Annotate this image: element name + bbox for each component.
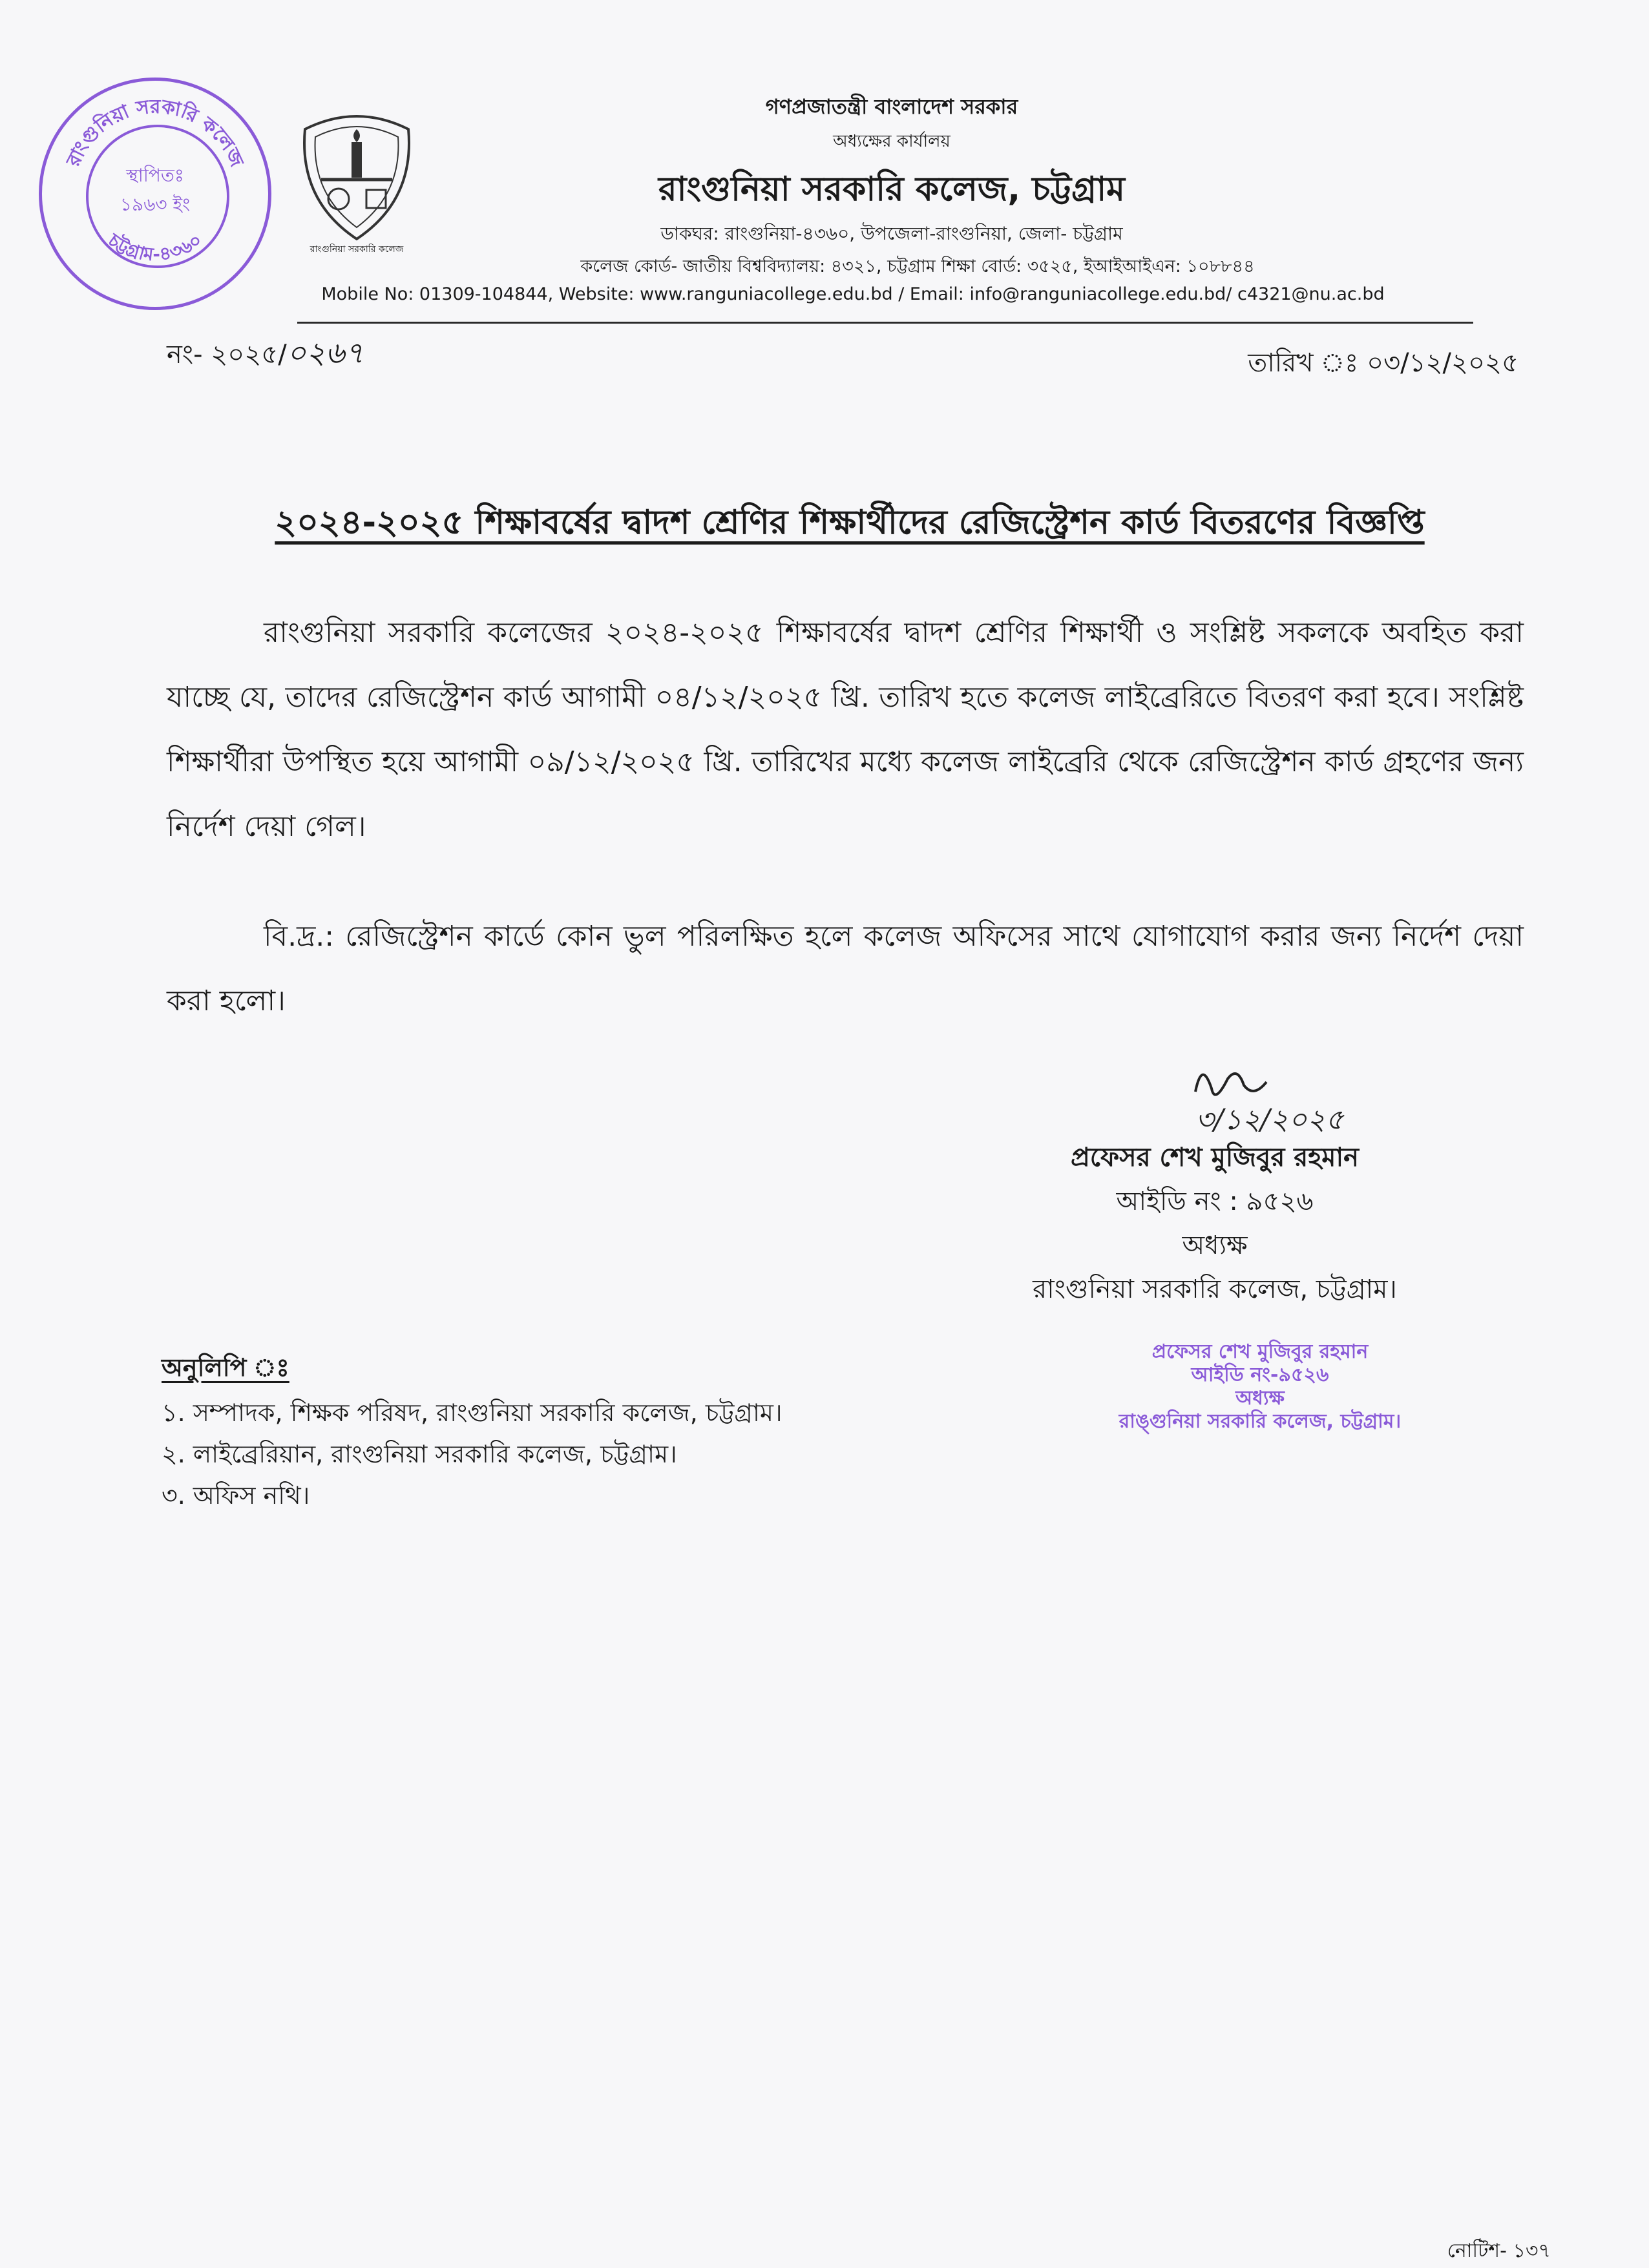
- codes-line: কলেজ কোর্ড- জাতীয় বিশ্ববিদ্যালয়: ৪৩২১, চট্টগ্রাম শিক্ষা বোর্ড: ৩৫২৫, ইআইআইএন: ১০৮৮৪৪: [580, 256, 1255, 276]
- signatory-id: আইডি নং : ৯৫২৬: [1116, 1187, 1314, 1216]
- crest-icon: [292, 103, 421, 265]
- copies-heading: অনুলিপি ঃ: [162, 1353, 289, 1382]
- signatory-institution: রাংগুনিয়া সরকারি কলেজ, চট্টগ্রাম।: [1033, 1274, 1397, 1304]
- copy-item: ২. লাইব্রেরিয়ান, রাংগুনিয়া সরকারি কলেজ, চট্টগ্রাম।: [162, 1440, 677, 1468]
- signatory-name: প্রফেসর শেখ মুজিবুর রহমান: [1071, 1143, 1359, 1172]
- notice-number: নোটিশ- ১৩৭: [1447, 2240, 1551, 2262]
- name-stamp-id: আইডি নং-৯৫২৬: [1191, 1364, 1329, 1386]
- name-stamp-institution: রাঙ্গুনিয়া সরকারি কলেজ, চট্টগ্রাম।: [1119, 1410, 1402, 1433]
- svg-text:রাংগুনিয়া সরকারি কলেজ: [62, 96, 249, 171]
- notice-title: ২০২৪-২০২৫ শিক্ষাবর্ষের দ্বাদশ শ্রেণির শিক্ষার্থীদের রেজিস্ট্রেশন কার্ড বিতরণের বিজ্ঞপ্তি: [275, 503, 1425, 542]
- seal-text-bottom: চট্টগ্রাম-৪৩৬০: [104, 229, 206, 265]
- college-seal: [39, 78, 271, 310]
- crest-caption: রাংগুনিয়া সরকারি কলেজ: [310, 244, 404, 255]
- memo-number-prefix: নং- ২০২৫/: [167, 340, 287, 369]
- copy-item: ৩. অফিস নথি।: [162, 1481, 310, 1510]
- copy-item: ১. সম্পাদক, শিক্ষক পরিষদ, রাংগুনিয়া সরকারি কলেজ, চট্টগ্রাম।: [162, 1399, 782, 1427]
- signatory-designation: অধ্যক্ষ: [1182, 1231, 1248, 1260]
- svg-text:চট্টগ্রাম-৪৩৬০: [103, 229, 205, 265]
- notice-note-text: বি.দ্র.: রেজিস্ট্রেশন কার্ডে কোন ভুল পরিলক্ষিত হলে কলেজ অফিসের সাথে যোগাযোগ করার জন্য নির্দেশ দেয়া করা হলো।: [167, 920, 1524, 1017]
- header-divider: [297, 322, 1473, 324]
- handwritten-signature: [1182, 1053, 1428, 1137]
- signature-date: ৩/১২/২০২৫: [1195, 1103, 1344, 1136]
- government-line: গণপ্রজাতন্ত্রী বাংলাদেশ সরকার: [765, 94, 1018, 119]
- seal-established-year: ১৯৬৩ ইং: [120, 194, 191, 215]
- seal-established-label: স্থাপিতঃ: [126, 165, 184, 186]
- college-crest-logo: [292, 103, 421, 265]
- notice-note: [167, 904, 1524, 1034]
- name-stamp-name: প্রফেসর শেখ মুজিবুর রহমান: [1151, 1340, 1369, 1363]
- name-stamp-designation: অধ্যক্ষ: [1235, 1387, 1285, 1410]
- notice-body: [167, 601, 1524, 859]
- memo-number: [167, 331, 364, 380]
- address-line: ডাকঘর: রাংগুনিয়া-৪৩৬০, উপজেলা-রাংগুনিয়া, জেলা- চট্টগ্রাম: [660, 223, 1123, 244]
- seal-text-top: রাংগুনিয়া সরকারি কলেজ: [62, 95, 248, 171]
- office-line: অধ্যক্ষের কার্যালয়: [833, 132, 951, 151]
- notice-body-text: রাংগুনিয়া সরকারি কলেজের ২০২৪-২০২৫ শিক্ষাবর্ষের দ্বাদশ শ্রেণির শিক্ষার্থী ও সংশ্লিষ্ট সকলকে অবহিত করা যাচ্ছে যে, তাদের রেজিস্ট্রেশন কার্ড আগামী ০৪/১২/২০২৫ খ্রি. তারিখ হতে কলেজ লাইব্রেরিতে বিতরণ করা হবে। সংশ্লিষ্ট শিক্ষার্থীরা উপস্থিত হয়ে আগামী ০৯/১২/২০২৫ খ্রি. তারিখের মধ্যে কলেজ লাইব্রেরি থেকে রেজিস্ট্রেশন কার্ড গ্রহণের জন্য নির্দেশ দেয়া গেল।: [167, 616, 1524, 843]
- college-name: রাংগুনিয়া সরকারি কলেজ, চট্টগ্রাম: [658, 170, 1126, 209]
- memo-number-handwritten: ০২৬৭: [286, 335, 364, 370]
- memo-date: তারিখ ঃ ০৩/১২/২০২৫: [1248, 348, 1518, 378]
- contact-line: Mobile No: 01309-104844, Website: www.ranguniacollege.edu.bd / Email: info@ranguniacollege.edu.bd/ c4321@nu.ac.bd: [321, 284, 1385, 304]
